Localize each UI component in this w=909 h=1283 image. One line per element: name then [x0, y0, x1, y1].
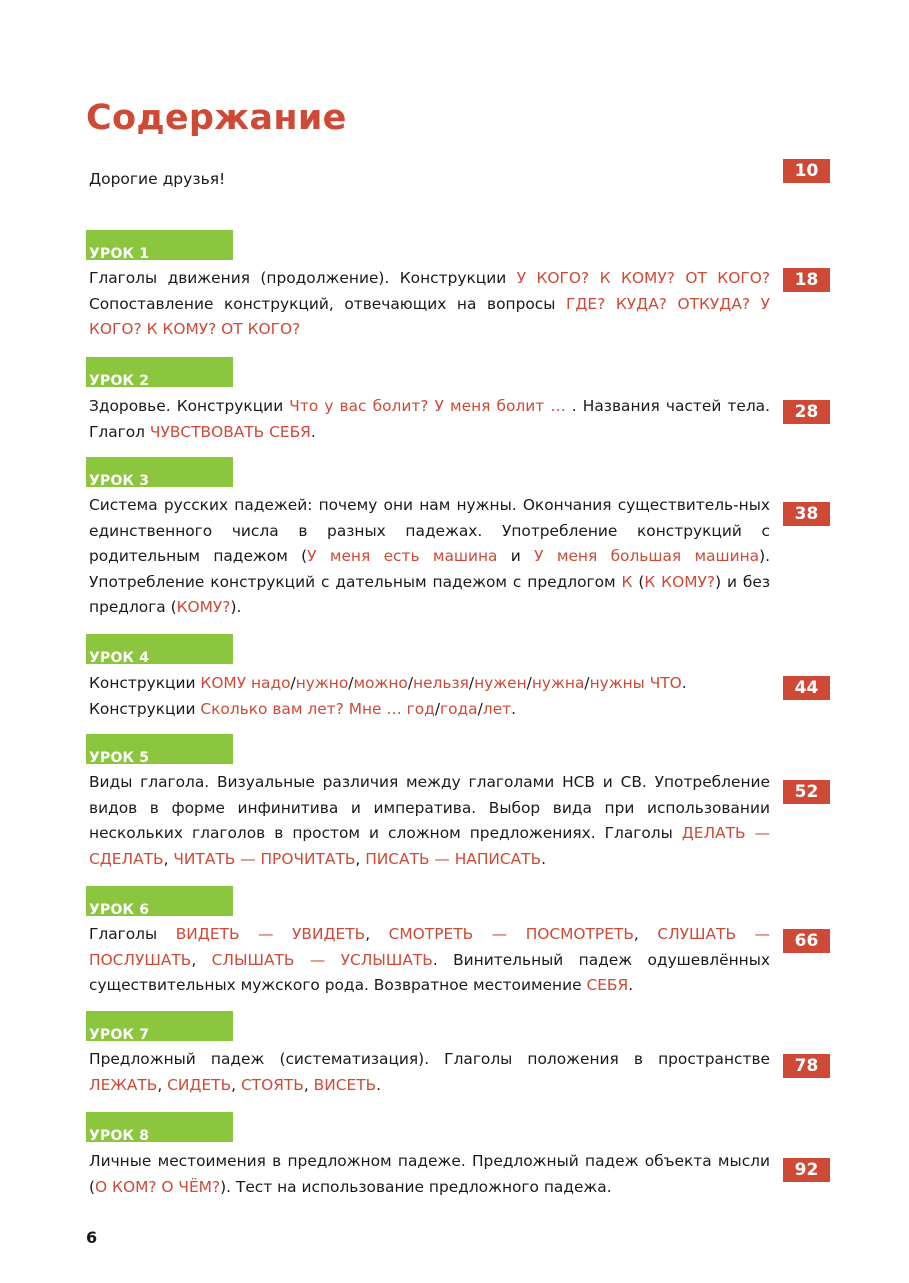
highlighted-term: О КОМ? О ЧЁМ?: [95, 1177, 221, 1196]
description-text: ,: [355, 849, 366, 868]
lesson-5-description: [89, 770, 770, 872]
highlighted-term: ГДЕ? КУДА? ОТКУДА? У КОГО? К КОМУ? ОТ КОГО?: [89, 294, 770, 338]
description-text: ,: [365, 925, 389, 943]
highlighted-term: К КОМУ?: [644, 572, 716, 591]
description-text: /: [290, 674, 296, 692]
description-text: Сопоставление конструкций, отвечающих на вопросы: [89, 294, 566, 313]
description-text: Предложный падеж (систематизация). Глаголы положения в пространстве: [89, 1050, 770, 1068]
description-text: (: [632, 572, 645, 591]
description-text: и: [497, 547, 535, 565]
lesson-2-label: УРОК 2: [89, 373, 150, 387]
description-text: .: [681, 674, 687, 692]
description-text: /: [407, 674, 413, 692]
highlighted-term: ВИДЕТЬ — УВИДЕТЬ: [175, 925, 366, 943]
page-number: 6: [86, 1228, 98, 1247]
highlighted-term: ЛЕЖАТЬ: [89, 1075, 158, 1094]
lesson-3-page-badge[interactable]: 38: [783, 502, 830, 526]
highlighted-term: можно: [353, 674, 408, 692]
lesson-4-description: [89, 671, 770, 722]
lesson-8-page-badge[interactable]: 92: [783, 1158, 830, 1182]
lesson-6-page-badge[interactable]: 66: [783, 929, 830, 953]
lesson-2-page-badge[interactable]: 28: [783, 400, 830, 424]
highlighted-term: Сколько вам лет? Мне … год: [200, 699, 435, 718]
highlighted-term: У меня большая машина: [534, 547, 760, 565]
highlighted-term: ВИСЕТЬ: [313, 1075, 377, 1094]
highlighted-term: нужна: [531, 674, 585, 692]
description-text: . Названия частей тела. Глагол: [89, 397, 771, 441]
description-text: Конструкции: [89, 674, 201, 692]
description-text: ).: [230, 598, 242, 616]
description-text: .: [376, 1075, 382, 1094]
highlighted-term: СЕБЯ: [586, 976, 629, 994]
highlighted-term: ДЕЛАТЬ — СДЕЛАТЬ: [89, 824, 770, 868]
lesson-7-label-bar: [86, 1011, 233, 1041]
description-text: ,: [231, 1075, 241, 1094]
description-text: . Винительный падеж одушевлённых существительных мужского рода. Возвратное местоимение: [89, 950, 770, 994]
highlighted-term: КОМУ надо: [200, 674, 291, 692]
lesson-5-label-bar: [86, 734, 233, 764]
description-text: ). Тест на использование предложного падежа.: [220, 1177, 612, 1196]
description-text: ,: [633, 925, 658, 943]
page-title: Содержание: [86, 98, 347, 138]
description-text: .: [628, 976, 634, 994]
highlighted-term: СЛЫШАТЬ — УСЛЫШАТЬ: [211, 950, 433, 969]
highlighted-term: У КОГО? К КОМУ? ОТ КОГО?: [516, 269, 770, 287]
intro-page-badge[interactable]: 10: [783, 159, 830, 183]
lesson-8-label: УРОК 8: [89, 1128, 150, 1142]
lesson-6-label: УРОК 6: [89, 902, 150, 916]
highlighted-term: КОМУ?: [176, 598, 231, 616]
description-text: ) и без предлога (: [89, 572, 771, 616]
description-text: /: [468, 674, 475, 692]
description-text: Здоровье. Конструкции: [89, 397, 290, 415]
lesson-8-description: [89, 1149, 770, 1200]
lesson-4-page-badge[interactable]: 44: [783, 676, 830, 700]
lesson-3-description: [89, 493, 770, 621]
description-text: ,: [191, 950, 212, 969]
highlighted-term: У меня есть машина: [307, 547, 498, 565]
description-text: /: [348, 674, 354, 692]
highlighted-term: нужны ЧТО: [589, 674, 682, 692]
description-text: Глаголы движения (продолжение). Конструкции: [89, 269, 517, 287]
description-text: ,: [163, 849, 174, 868]
description-text: ). Употребление конструкций с дательным падежом с предлогом: [89, 547, 771, 591]
description-text: Система русских падежей: почему они нам нужны. Окончания существитель-ных единственного числа в разных падежах. Употребление конструкций с родительным падежом (: [89, 496, 770, 565]
lesson-3-label: УРОК 3: [89, 473, 150, 487]
description-text: .: [541, 849, 547, 868]
lesson-2-label-bar: [86, 357, 233, 387]
description-text: Виды глагола. Визуальные различия между глаголами НСВ и СВ. Употребление видов в форме инфинитива и императива. Выбор вида при использовании нескольких глаголов в простом и сложном предложениях. Глаголы: [89, 773, 770, 842]
lesson-5-page-badge[interactable]: 52: [783, 780, 830, 804]
description-text: Личные местоимения в предложном падеже. Предложный падеж объекта мысли (: [89, 1152, 770, 1196]
lesson-7-description: [89, 1047, 770, 1098]
highlighted-term: СЛУШАТЬ — ПОСЛУШАТЬ: [89, 925, 770, 969]
highlighted-term: К: [621, 572, 633, 591]
highlighted-term: ПИСАТЬ — НАПИСАТЬ: [365, 849, 542, 868]
highlighted-term: ЧУВСТВОВАТЬ СЕБЯ: [149, 422, 311, 441]
lesson-6-description: [89, 922, 770, 999]
highlighted-term: ЧИТАТЬ — ПРОЧИТАТЬ: [173, 849, 356, 868]
highlighted-term: лет: [482, 699, 512, 718]
lesson-2-description: [89, 394, 770, 445]
lesson-7-label: УРОК 7: [89, 1027, 150, 1041]
lesson-4-label-bar: [86, 634, 233, 664]
lesson-6-label-bar: [86, 886, 233, 916]
description-text: Глаголы: [89, 925, 176, 943]
description-text: ,: [157, 1075, 168, 1094]
highlighted-term: нужен: [474, 674, 527, 692]
description-text: .: [310, 422, 316, 441]
highlighted-term: СИДЕТЬ: [167, 1075, 232, 1094]
highlighted-term: СТОЯТЬ: [240, 1075, 304, 1094]
lesson-1-description: [89, 266, 770, 343]
description-text: /: [477, 699, 483, 718]
lesson-1-label: УРОК 1: [89, 246, 150, 260]
description-text: /: [584, 674, 590, 692]
highlighted-term: Что у вас болит? У меня болит …: [289, 397, 566, 415]
lesson-4-label: УРОК 4: [89, 650, 150, 664]
highlighted-term: года: [440, 699, 478, 718]
description-text: Конструкции: [89, 699, 201, 718]
lesson-1-page-badge[interactable]: 18: [783, 268, 830, 292]
description-text: .: [511, 699, 516, 718]
lesson-1-label-bar: [86, 230, 233, 260]
description-text: /: [526, 674, 532, 692]
highlighted-term: нужно: [295, 674, 349, 692]
lesson-3-label-bar: [86, 457, 233, 487]
highlighted-term: СМОТРЕТЬ — ПОСМОТРЕТЬ: [388, 925, 634, 943]
description-text: /: [434, 699, 441, 718]
lesson-8-label-bar: [86, 1112, 233, 1142]
lesson-5-label: УРОК 5: [89, 750, 150, 764]
highlighted-term: нельзя: [413, 674, 469, 692]
intro-text: Дорогие друзья!: [89, 170, 226, 188]
lesson-7-page-badge[interactable]: 78: [783, 1054, 830, 1078]
description-text: ,: [303, 1075, 314, 1094]
